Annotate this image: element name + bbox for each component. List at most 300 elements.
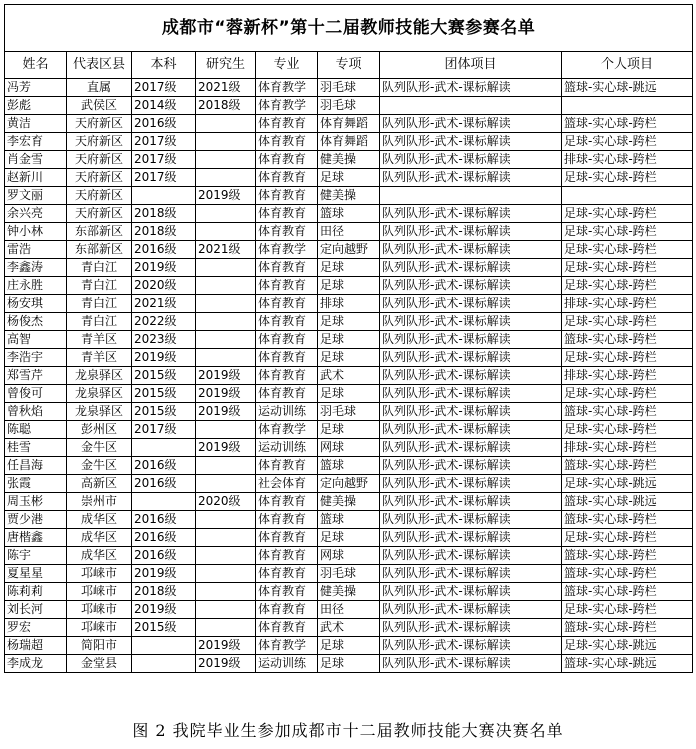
- table-row: [5, 619, 693, 637]
- cell-graduate: 2019级: [196, 403, 256, 421]
- cell-major: 体育教育: [256, 493, 318, 511]
- cell-major: 体育教育: [256, 169, 318, 187]
- cell-district: 金牛区: [67, 439, 132, 457]
- cell-name: 杨瑞超: [5, 637, 67, 655]
- cell-graduate: [196, 421, 256, 439]
- cell-individual-event: 足球-实心球-跨栏: [562, 205, 693, 223]
- cell-individual-event: 篮球-实心球-跳远: [562, 655, 693, 673]
- table-row: [5, 133, 693, 151]
- cell-name: 李鑫涛: [5, 259, 67, 277]
- table-row: [5, 385, 693, 403]
- contestant-table: [4, 4, 693, 673]
- cell-team-event: 队列队形-武术-课标解读: [380, 637, 562, 655]
- cell-individual-event: 排球-实心球-跨栏: [562, 151, 693, 169]
- cell-major: 体育教育: [256, 457, 318, 475]
- cell-name: 赵新川: [5, 169, 67, 187]
- cell-district: 青白江: [67, 259, 132, 277]
- cell-major: 体育教育: [256, 583, 318, 601]
- table-row: [5, 187, 693, 205]
- cell-team-event: 队列队形-武术-课标解读: [380, 439, 562, 457]
- cell-name: 张霞: [5, 475, 67, 493]
- cell-district: 天府新区: [67, 133, 132, 151]
- cell-graduate: [196, 133, 256, 151]
- cell-individual-event: [562, 187, 693, 205]
- table-row: [5, 601, 693, 619]
- cell-individual-event: 足球-实心球-跨栏: [562, 133, 693, 151]
- cell-graduate: [196, 169, 256, 187]
- cell-name: 贾少港: [5, 511, 67, 529]
- cell-graduate: 2021级: [196, 241, 256, 259]
- header-major: 专业: [256, 52, 318, 79]
- cell-undergrad: 2016级: [132, 511, 196, 529]
- table-row: [5, 331, 693, 349]
- cell-district: 天府新区: [67, 151, 132, 169]
- title-row: [5, 5, 693, 52]
- cell-name: 钟小林: [5, 223, 67, 241]
- cell-name: 周玉彬: [5, 493, 67, 511]
- cell-team-event: 队列队形-武术-课标解读: [380, 115, 562, 133]
- cell-district: 高新区: [67, 475, 132, 493]
- cell-graduate: [196, 259, 256, 277]
- cell-graduate: 2019级: [196, 439, 256, 457]
- cell-specialty: 篮球: [318, 205, 380, 223]
- cell-team-event: 队列队形-武术-课标解读: [380, 331, 562, 349]
- cell-specialty: 足球: [318, 259, 380, 277]
- cell-team-event: [380, 187, 562, 205]
- cell-individual-event: 篮球-实心球-跳远: [562, 79, 693, 97]
- cell-undergrad: [132, 637, 196, 655]
- table-row: [5, 295, 693, 313]
- cell-individual-event: 篮球-实心球-跨栏: [562, 511, 693, 529]
- cell-major: 体育教学: [256, 79, 318, 97]
- cell-name: 高智: [5, 331, 67, 349]
- cell-name: 庄永胜: [5, 277, 67, 295]
- cell-undergrad: [132, 187, 196, 205]
- cell-team-event: 队列队形-武术-课标解读: [380, 403, 562, 421]
- cell-undergrad: 2017级: [132, 169, 196, 187]
- cell-team-event: 队列队形-武术-课标解读: [380, 475, 562, 493]
- cell-team-event: 队列队形-武术-课标解读: [380, 583, 562, 601]
- cell-major: 体育教育: [256, 547, 318, 565]
- header-name: 姓名: [5, 52, 67, 79]
- cell-team-event: 队列队形-武术-课标解读: [380, 259, 562, 277]
- cell-specialty: 羽毛球: [318, 403, 380, 421]
- cell-team-event: 队列队形-武术-课标解读: [380, 349, 562, 367]
- cell-undergrad: [132, 655, 196, 673]
- cell-major: 体育教育: [256, 133, 318, 151]
- cell-specialty: 体育舞蹈: [318, 133, 380, 151]
- cell-graduate: [196, 457, 256, 475]
- cell-specialty: 足球: [318, 331, 380, 349]
- cell-undergrad: 2019级: [132, 349, 196, 367]
- table-row: [5, 151, 693, 169]
- cell-graduate: 2019级: [196, 655, 256, 673]
- cell-individual-event: 足球-实心球-跨栏: [562, 601, 693, 619]
- cell-team-event: 队列队形-武术-课标解读: [380, 295, 562, 313]
- cell-major: 体育教育: [256, 565, 318, 583]
- cell-team-event: 队列队形-武术-课标解读: [380, 565, 562, 583]
- cell-specialty: 武术: [318, 367, 380, 385]
- cell-district: 天府新区: [67, 115, 132, 133]
- cell-graduate: [196, 583, 256, 601]
- cell-individual-event: 排球-实心球-跨栏: [562, 295, 693, 313]
- cell-undergrad: 2015级: [132, 619, 196, 637]
- cell-individual-event: 排球-实心球-跨栏: [562, 367, 693, 385]
- cell-major: 体育教育: [256, 529, 318, 547]
- cell-specialty: 篮球: [318, 511, 380, 529]
- cell-district: 青羊区: [67, 331, 132, 349]
- header-team-event: 团体项目: [380, 52, 562, 79]
- figure-caption: 图 2 我院毕业生参加成都市十二届教师技能大赛决赛名单: [132, 721, 564, 740]
- cell-name: 陈宇: [5, 547, 67, 565]
- cell-undergrad: 2017级: [132, 133, 196, 151]
- cell-individual-event: 篮球-实心球-跨栏: [562, 457, 693, 475]
- cell-team-event: 队列队形-武术-课标解读: [380, 493, 562, 511]
- cell-district: 东部新区: [67, 223, 132, 241]
- cell-major: 社会体育: [256, 475, 318, 493]
- cell-graduate: [196, 547, 256, 565]
- cell-district: 天府新区: [67, 205, 132, 223]
- cell-undergrad: 2017级: [132, 79, 196, 97]
- cell-undergrad: 2014级: [132, 97, 196, 115]
- cell-specialty: 足球: [318, 637, 380, 655]
- cell-graduate: 2019级: [196, 367, 256, 385]
- cell-district: 武侯区: [67, 97, 132, 115]
- cell-team-event: 队列队形-武术-课标解读: [380, 133, 562, 151]
- cell-individual-event: [562, 97, 693, 115]
- cell-name: 桂雪: [5, 439, 67, 457]
- cell-name: 陈聪: [5, 421, 67, 439]
- cell-name: 杨俊杰: [5, 313, 67, 331]
- cell-name: 罗文丽: [5, 187, 67, 205]
- cell-major: 体育教学: [256, 637, 318, 655]
- cell-specialty: 足球: [318, 277, 380, 295]
- table-row: [5, 115, 693, 133]
- table-row: [5, 223, 693, 241]
- cell-individual-event: 足球-实心球-跨栏: [562, 241, 693, 259]
- cell-undergrad: 2020级: [132, 277, 196, 295]
- cell-undergrad: 2021级: [132, 295, 196, 313]
- cell-district: 金堂县: [67, 655, 132, 673]
- cell-district: 天府新区: [67, 187, 132, 205]
- cell-team-event: 队列队形-武术-课标解读: [380, 511, 562, 529]
- cell-name: 彭彪: [5, 97, 67, 115]
- cell-individual-event: 足球-实心球-跳远: [562, 475, 693, 493]
- cell-major: 体育教学: [256, 421, 318, 439]
- cell-graduate: [196, 115, 256, 133]
- cell-district: 崇州市: [67, 493, 132, 511]
- cell-specialty: 定向越野: [318, 241, 380, 259]
- table-row: [5, 583, 693, 601]
- cell-specialty: 足球: [318, 385, 380, 403]
- cell-individual-event: 足球-实心球-跨栏: [562, 313, 693, 331]
- cell-specialty: 足球: [318, 349, 380, 367]
- cell-major: 体育教育: [256, 277, 318, 295]
- table-row: [5, 565, 693, 583]
- cell-major: 体育教育: [256, 115, 318, 133]
- cell-undergrad: 2023级: [132, 331, 196, 349]
- header-individual-event: 个人项目: [562, 52, 693, 79]
- cell-undergrad: 2018级: [132, 223, 196, 241]
- cell-district: 成华区: [67, 511, 132, 529]
- cell-individual-event: 排球-实心球-跨栏: [562, 439, 693, 457]
- cell-specialty: 羽毛球: [318, 565, 380, 583]
- cell-specialty: 排球: [318, 295, 380, 313]
- table-row: [5, 205, 693, 223]
- cell-team-event: 队列队形-武术-课标解读: [380, 79, 562, 97]
- cell-graduate: [196, 349, 256, 367]
- contestant-sheet: [4, 4, 692, 740]
- cell-individual-event: 篮球-实心球-跳远: [562, 493, 693, 511]
- cell-district: 东部新区: [67, 241, 132, 259]
- table-row: [5, 637, 693, 655]
- cell-name: 夏星星: [5, 565, 67, 583]
- cell-team-event: 队列队形-武术-课标解读: [380, 169, 562, 187]
- cell-name: 肖金雪: [5, 151, 67, 169]
- table-row: [5, 79, 693, 97]
- cell-specialty: 足球: [318, 529, 380, 547]
- cell-specialty: 健美操: [318, 583, 380, 601]
- cell-name: 杨安琪: [5, 295, 67, 313]
- cell-undergrad: [132, 493, 196, 511]
- cell-specialty: 健美操: [318, 151, 380, 169]
- cell-major: 体育教育: [256, 151, 318, 169]
- cell-team-event: 队列队形-武术-课标解读: [380, 223, 562, 241]
- cell-individual-event: 篮球-实心球-跨栏: [562, 619, 693, 637]
- cell-major: 体育教育: [256, 187, 318, 205]
- cell-individual-event: 足球-实心球-跨栏: [562, 277, 693, 295]
- table-row: [5, 511, 693, 529]
- cell-district: 天府新区: [67, 169, 132, 187]
- cell-team-event: 队列队形-武术-课标解读: [380, 277, 562, 295]
- cell-name: 郑雪芹: [5, 367, 67, 385]
- cell-specialty: 健美操: [318, 493, 380, 511]
- cell-district: 青白江: [67, 277, 132, 295]
- table-row: [5, 349, 693, 367]
- cell-specialty: 田径: [318, 601, 380, 619]
- cell-major: 体育教育: [256, 349, 318, 367]
- cell-major: 运动训练: [256, 439, 318, 457]
- header-undergrad: 本科: [132, 52, 196, 79]
- cell-district: 邛崃市: [67, 601, 132, 619]
- cell-major: 运动训练: [256, 655, 318, 673]
- table-row: [5, 403, 693, 421]
- table-row: [5, 493, 693, 511]
- cell-team-event: 队列队形-武术-课标解读: [380, 529, 562, 547]
- cell-major: 体育教育: [256, 331, 318, 349]
- table-row: [5, 655, 693, 673]
- cell-major: 体育教育: [256, 205, 318, 223]
- cell-specialty: 武术: [318, 619, 380, 637]
- cell-major: 运动训练: [256, 403, 318, 421]
- cell-undergrad: 2016级: [132, 475, 196, 493]
- cell-district: 青白江: [67, 313, 132, 331]
- cell-major: 体育教育: [256, 619, 318, 637]
- table-row: [5, 439, 693, 457]
- cell-specialty: 足球: [318, 421, 380, 439]
- cell-major: 体育教育: [256, 259, 318, 277]
- cell-specialty: 羽毛球: [318, 97, 380, 115]
- cell-undergrad: 2016级: [132, 547, 196, 565]
- cell-graduate: [196, 619, 256, 637]
- cell-undergrad: 2016级: [132, 115, 196, 133]
- table-row: [5, 367, 693, 385]
- cell-individual-event: 足球-实心球-跨栏: [562, 169, 693, 187]
- cell-name: 罗宏: [5, 619, 67, 637]
- cell-graduate: [196, 295, 256, 313]
- table-row: [5, 259, 693, 277]
- cell-name: 李浩宇: [5, 349, 67, 367]
- cell-graduate: [196, 223, 256, 241]
- cell-team-event: 队列队形-武术-课标解读: [380, 385, 562, 403]
- cell-graduate: 2019级: [196, 385, 256, 403]
- cell-name: 曾秋焰: [5, 403, 67, 421]
- header-specialty: 专项: [318, 52, 380, 79]
- cell-team-event: 队列队形-武术-课标解读: [380, 241, 562, 259]
- cell-undergrad: 2015级: [132, 403, 196, 421]
- cell-undergrad: 2019级: [132, 601, 196, 619]
- cell-name: 任昌海: [5, 457, 67, 475]
- cell-graduate: 2018级: [196, 97, 256, 115]
- cell-graduate: [196, 313, 256, 331]
- cell-graduate: [196, 331, 256, 349]
- cell-undergrad: 2015级: [132, 367, 196, 385]
- cell-name: 曾俊可: [5, 385, 67, 403]
- cell-major: 体育教育: [256, 223, 318, 241]
- cell-district: 成华区: [67, 529, 132, 547]
- cell-specialty: 网球: [318, 439, 380, 457]
- cell-individual-event: 篮球-实心球-跨栏: [562, 547, 693, 565]
- cell-name: 李宏育: [5, 133, 67, 151]
- cell-name: 李成龙: [5, 655, 67, 673]
- cell-individual-event: 足球-实心球-跨栏: [562, 529, 693, 547]
- cell-major: 体育教学: [256, 97, 318, 115]
- table-row: [5, 169, 693, 187]
- cell-team-event: 队列队形-武术-课标解读: [380, 367, 562, 385]
- cell-specialty: 足球: [318, 313, 380, 331]
- cell-graduate: [196, 511, 256, 529]
- cell-name: 冯芳: [5, 79, 67, 97]
- table-row: [5, 97, 693, 115]
- cell-graduate: 2021级: [196, 79, 256, 97]
- cell-district: 成华区: [67, 547, 132, 565]
- cell-graduate: [196, 565, 256, 583]
- cell-undergrad: [132, 439, 196, 457]
- cell-district: 金牛区: [67, 457, 132, 475]
- cell-district: 青白江: [67, 295, 132, 313]
- table-row: [5, 241, 693, 259]
- cell-specialty: 定向越野: [318, 475, 380, 493]
- cell-district: 青羊区: [67, 349, 132, 367]
- header-district: 代表区县: [67, 52, 132, 79]
- cell-individual-event: 足球-实心球-跳远: [562, 637, 693, 655]
- table-row: [5, 313, 693, 331]
- cell-name: 唐楷鑫: [5, 529, 67, 547]
- cell-specialty: 体育舞蹈: [318, 115, 380, 133]
- table-body: [5, 5, 693, 673]
- cell-individual-event: 足球-实心球-跨栏: [562, 259, 693, 277]
- cell-team-event: 队列队形-武术-课标解读: [380, 205, 562, 223]
- cell-graduate: 2019级: [196, 187, 256, 205]
- cell-team-event: 队列队形-武术-课标解读: [380, 619, 562, 637]
- cell-specialty: 健美操: [318, 187, 380, 205]
- cell-district: 直属: [67, 79, 132, 97]
- cell-name: 余兴亮: [5, 205, 67, 223]
- cell-major: 体育教育: [256, 313, 318, 331]
- cell-major: 体育教育: [256, 367, 318, 385]
- table-row: [5, 529, 693, 547]
- cell-team-event: 队列队形-武术-课标解读: [380, 457, 562, 475]
- table-row: [5, 277, 693, 295]
- cell-undergrad: 2019级: [132, 565, 196, 583]
- cell-specialty: 羽毛球: [318, 79, 380, 97]
- cell-individual-event: 篮球-实心球-跨栏: [562, 115, 693, 133]
- cell-graduate: [196, 529, 256, 547]
- cell-undergrad: 2018级: [132, 205, 196, 223]
- cell-undergrad: 2016级: [132, 457, 196, 475]
- table-row: [5, 457, 693, 475]
- cell-graduate: [196, 151, 256, 169]
- cell-team-event: 队列队形-武术-课标解读: [380, 655, 562, 673]
- cell-individual-event: 足球-实心球-跨栏: [562, 421, 693, 439]
- cell-specialty: 足球: [318, 655, 380, 673]
- cell-undergrad: 2019级: [132, 259, 196, 277]
- cell-district: 邛崃市: [67, 619, 132, 637]
- cell-district: 龙泉驿区: [67, 385, 132, 403]
- cell-specialty: 田径: [318, 223, 380, 241]
- cell-undergrad: 2017级: [132, 421, 196, 439]
- cell-team-event: 队列队形-武术-课标解读: [380, 547, 562, 565]
- cell-specialty: 篮球: [318, 457, 380, 475]
- cell-graduate: [196, 277, 256, 295]
- cell-graduate: [196, 601, 256, 619]
- table-title: 成都市“蓉新杯”第十二届教师技能大赛参赛名单: [5, 5, 693, 52]
- table-row: [5, 475, 693, 493]
- cell-name: 刘长河: [5, 601, 67, 619]
- cell-team-event: 队列队形-武术-课标解读: [380, 151, 562, 169]
- cell-individual-event: 足球-实心球-跨栏: [562, 385, 693, 403]
- cell-team-event: 队列队形-武术-课标解读: [380, 313, 562, 331]
- cell-major: 体育教学: [256, 241, 318, 259]
- header-graduate: 研究生: [196, 52, 256, 79]
- cell-major: 体育教育: [256, 511, 318, 529]
- cell-major: 体育教育: [256, 385, 318, 403]
- cell-undergrad: 2015级: [132, 385, 196, 403]
- cell-undergrad: 2018级: [132, 583, 196, 601]
- cell-team-event: 队列队形-武术-课标解读: [380, 421, 562, 439]
- table-row: [5, 547, 693, 565]
- cell-graduate: 2019级: [196, 637, 256, 655]
- table-row: [5, 421, 693, 439]
- cell-district: 龙泉驿区: [67, 367, 132, 385]
- cell-graduate: [196, 205, 256, 223]
- cell-name: 黄洁: [5, 115, 67, 133]
- cell-undergrad: 2022级: [132, 313, 196, 331]
- cell-individual-event: 篮球-实心球-跨栏: [562, 583, 693, 601]
- cell-individual-event: 足球-实心球-跨栏: [562, 223, 693, 241]
- cell-major: 体育教育: [256, 295, 318, 313]
- cell-undergrad: 2016级: [132, 529, 196, 547]
- cell-district: 邛崃市: [67, 565, 132, 583]
- cell-team-event: [380, 97, 562, 115]
- cell-name: 雷浩: [5, 241, 67, 259]
- cell-specialty: 网球: [318, 547, 380, 565]
- cell-district: 彭州区: [67, 421, 132, 439]
- cell-individual-event: 篮球-实心球-跨栏: [562, 331, 693, 349]
- cell-district: 邛崃市: [67, 583, 132, 601]
- cell-district: 龙泉驿区: [67, 403, 132, 421]
- header-row: [5, 52, 693, 79]
